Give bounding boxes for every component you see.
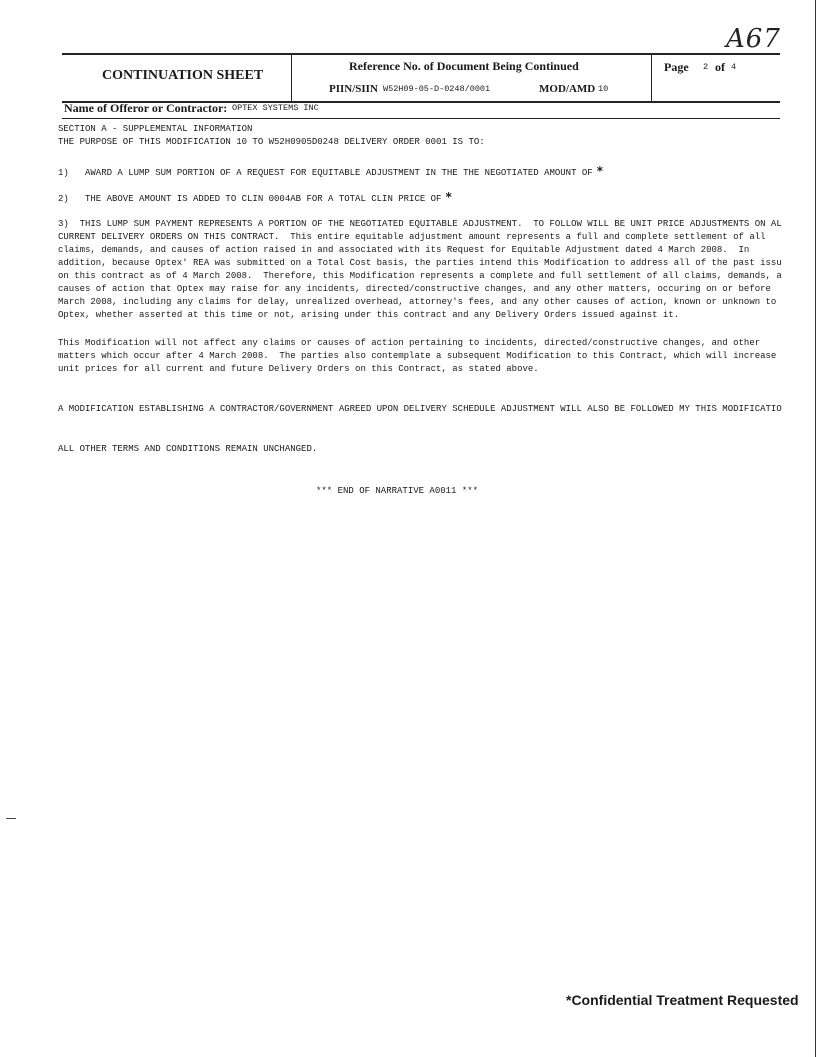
- header-reference-cell: [291, 55, 652, 101]
- item-3-line: Optex, whether asserted at this time or not, arising under this contract and any Delivery Orders issued against it.: [58, 310, 680, 320]
- terms-line: ALL OTHER TERMS AND CONDITIONS REMAIN UNCHANGED.: [58, 444, 318, 454]
- paragraph-2-line: matters which occur after 4 March 2008. The parties also contemplate a subsequent Modification to this Contract, which will increase: [58, 351, 777, 361]
- end-of-narrative: *** END OF NARRATIVE A0011 ***: [316, 486, 479, 496]
- continuation-header: [62, 53, 780, 103]
- mod-amd-value: 10: [598, 84, 609, 94]
- redaction-asterisk: *: [445, 190, 452, 204]
- paragraph-2-line: unit prices for all current and future Delivery Orders on this Contract, as stated above.: [58, 364, 539, 374]
- offeror-row: [62, 100, 780, 119]
- document-title: CONTINUATION SHEET: [102, 68, 264, 83]
- page-label: Page: [664, 60, 689, 74]
- item-2: [58, 190, 452, 204]
- item-3-line: on this contract as of 4 March 2008. Therefore, this Modification represents a complete and full settlement of all claims, demands, a: [58, 271, 782, 281]
- paragraph-2-line: This Modification will not affect any claims or causes of action pertaining to incidents, directed/constructive changes, and other: [58, 338, 761, 348]
- item-3-line: claims, demands, and causes of action raised in and associated with its Request for Equitable Adjustment dated 4 March 2008. In: [58, 245, 750, 255]
- piin-label: PIIN/SIIN: [329, 83, 378, 95]
- header-page-cell: [651, 55, 780, 101]
- item-3-line: causes of action that Optex may raise for any incidents, directed/constructive changes, and any other matters, occuring on or before: [58, 284, 771, 294]
- header-title-cell: [62, 55, 292, 101]
- confidential-treatment-notice: *Confidential Treatment Requested: [566, 992, 799, 1008]
- item-3-line: 3) THIS LUMP SUM PAYMENT REPRESENTS A PORTION OF THE NEGOTIATED EQUITABLE ADJUSTMENT. TO FOLLOW WILL BE UNIT PRICE ADJUSTMENTS ON AL: [58, 219, 782, 229]
- reference-heading: Reference No. of Document Being Continued: [349, 59, 579, 73]
- page-of-label: of: [715, 60, 725, 74]
- page-total: 4: [731, 62, 737, 72]
- margin-tick-mark: [6, 818, 16, 819]
- offeror-label: Name of Offeror or Contractor:: [64, 101, 228, 115]
- item-2-text: 2) THE ABOVE AMOUNT IS ADDED TO CLIN 0004AB FOR A TOTAL CLIN PRICE OF: [58, 194, 442, 204]
- section-heading: SECTION A - SUPPLEMENTAL INFORMATION: [58, 124, 253, 134]
- purpose-line: THE PURPOSE OF THIS MODIFICATION 10 TO W52H0905D0248 DELIVERY ORDER 0001 IS TO:: [58, 137, 485, 147]
- schedule-line: A MODIFICATION ESTABLISHING A CONTRACTOR/GOVERNMENT AGREED UPON DELIVERY SCHEDULE ADJUSTMENT WILL ALSO BE FOLLOWED MY THIS MODIFICATIO: [58, 404, 782, 414]
- redaction-asterisk: *: [596, 164, 603, 178]
- item-3-line: addition, because Optex' REA was submitted on a Total Cost basis, the parties intend this Modification to address all of the past issu: [58, 258, 782, 268]
- handwritten-page-annotation: A67: [726, 24, 781, 54]
- piin-value: W52H09-05-D-0248/0001: [383, 84, 491, 94]
- page-number: 2: [703, 62, 709, 72]
- offeror-name: OPTEX SYSTEMS INC: [232, 103, 319, 113]
- item-3-line: CURRENT DELIVERY ORDERS ON THIS CONTRACT. This entire equitable adjustment amount represents a full and complete settlement of all: [58, 232, 766, 242]
- mod-amd-label: MOD/AMD: [539, 83, 596, 95]
- item-1: [58, 164, 603, 178]
- item-3-line: March 2008, including any claims for delay, unrealized overhead, attorney's fees, and any other causes of action, known or unknown to: [58, 297, 777, 307]
- item-1-text: 1) AWARD A LUMP SUM PORTION OF A REQUEST FOR EQUITABLE ADJUSTMENT IN THE THE NEGOTIATED AMOUNT OF: [58, 168, 593, 178]
